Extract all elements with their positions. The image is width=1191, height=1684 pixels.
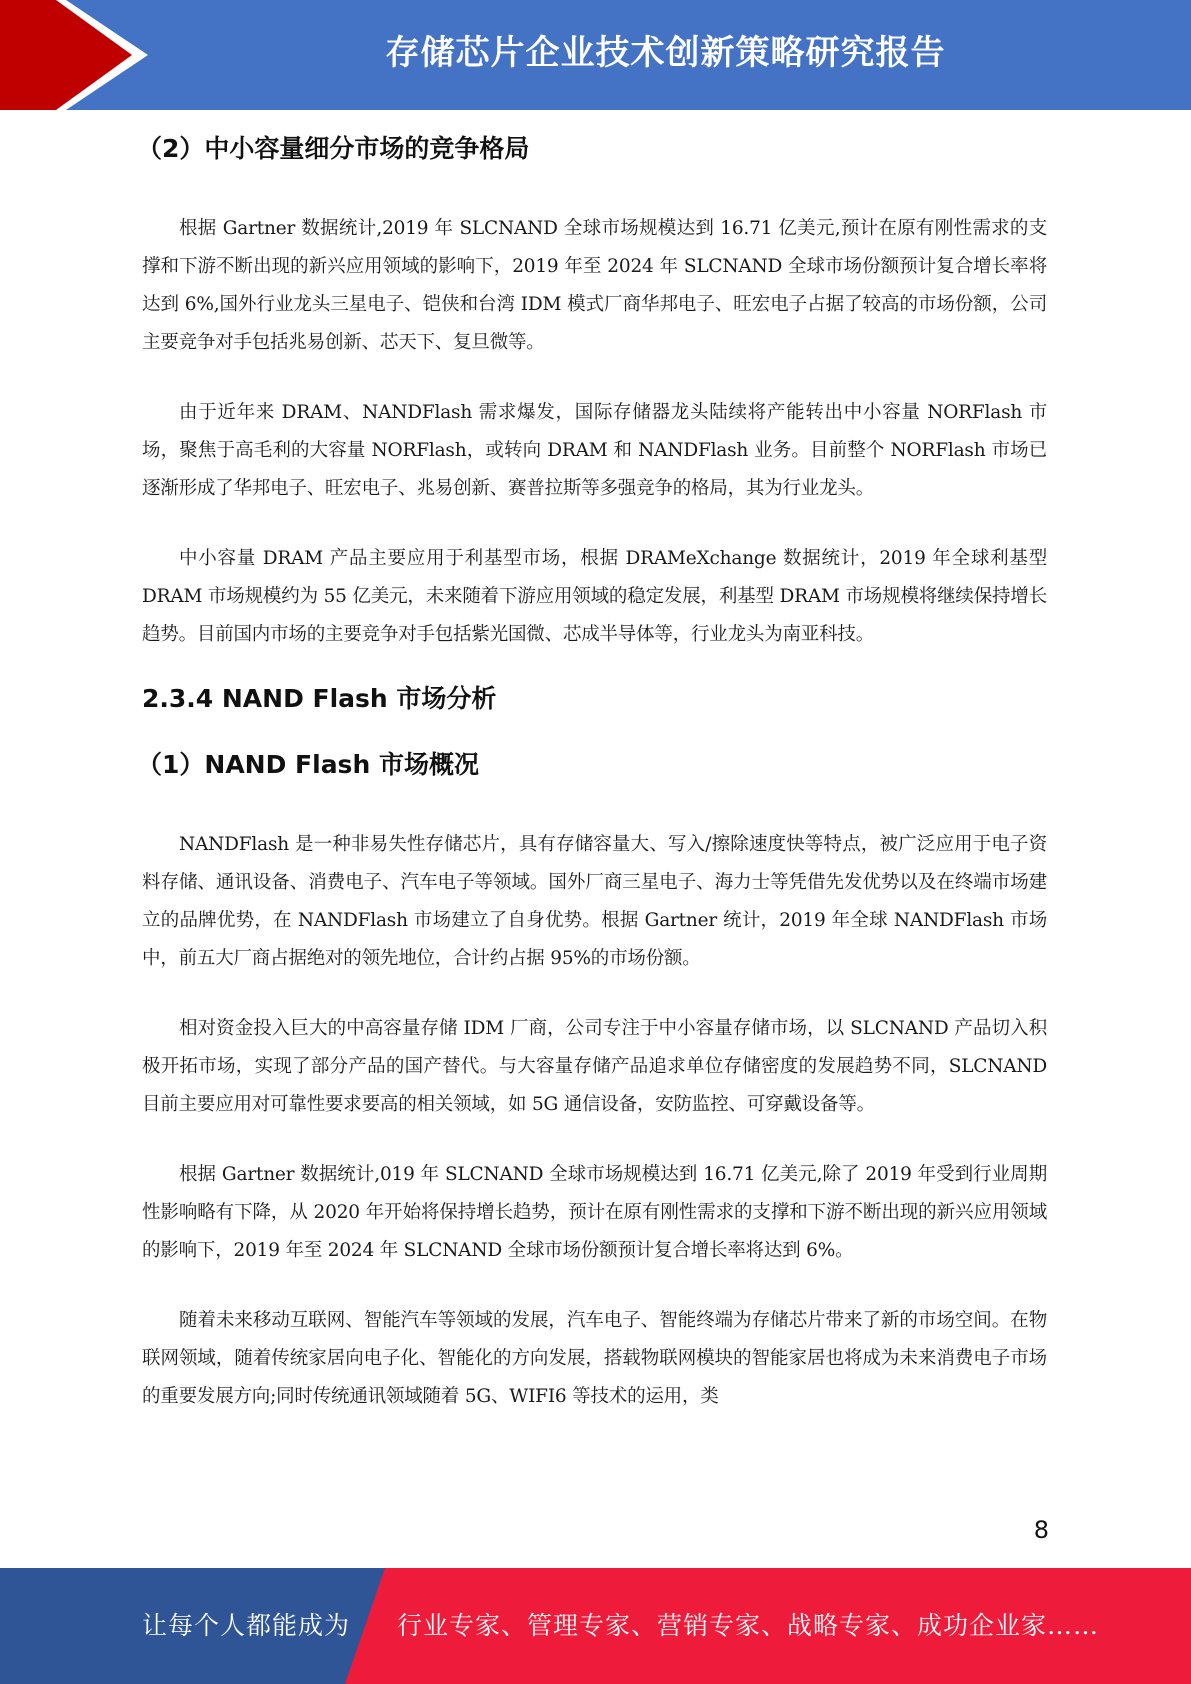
page-number: 8 [1033, 1516, 1049, 1544]
document-body [137, 126, 1047, 1416]
subsection-title-competition: （2）中小容量细分市场的竞争格局 [137, 134, 530, 163]
paragraph: 随着未来移动互联网、智能汽车等领域的发展，汽车电子、智能终端为存储芯片带来了新的市场空间。在物联网领域，随着传统家居向电子化、智能化的方向发展，搭载物联网模块的智能家居也将成为未来消费电子市场的重要发展方向;同时传统通讯领域随着 5G、WIFI6 等技术的运用，类 [142, 1310, 1047, 1407]
paragraph: NANDFlash 是一种非易失性存储芯片，具有存储容量大、写入/擦除速度快等特点，被广泛应用于电子资料存储、通讯设备、消费电子、汽车电子等领域。国外厂商三星电子、海力士等凭借先发优势以及在终端市场建立的品牌优势，在 NANDFlash 市场建立了自身优势。根据 Gartner 统计，2019 年全球 NANDFlash 市场中，前五大厂商占据绝对的领先地位，合计约占据 95%的市场份额。 [142, 834, 1047, 969]
page-header [0, 0, 1191, 110]
header-title: 存储芯片企业技术创新策略研究报告 [385, 33, 946, 73]
footer-slogan-right: 行业专家、管理专家、营销专家、战略专家、成功企业家…… [397, 1611, 1100, 1640]
paragraph: 根据 Gartner 数据统计,019 年 SLCNAND 全球市场规模达到 16.71 亿美元,除了 2019 年受到行业周期性影响略有下降，从 2020 年开始将保持增长趋势，预计在原有刚性需求的支撑和下游不断出现的新兴应用领域的影响下，2019 年至 2024 年 SLCNAND 全球市场份额预计复合增长率将达到 6%。 [142, 1164, 1047, 1261]
page-footer [0, 1568, 1191, 1684]
header-arrow-icon [0, 0, 160, 110]
paragraph: 中小容量 DRAM 产品主要应用于利基型市场，根据 DRAMeXchange 数据统计，2019 年全球利基型 DRAM 市场规模约为 55 亿美元，未来随着下游应用领域的稳定发展，利基型 DRAM 市场规模将继续保持增长趋势。目前国内市场的主要竞争对手包括紫光国微、芯成半导体等，行业龙头为南亚科技。 [142, 548, 1047, 645]
paragraph: 由于近年来 DRAM、NANDFlash 需求爆发，国际存储器龙头陆续将产能转出中小容量 NORFlash 市场，聚焦于高毛利的大容量 NORFlash，或转向 DRAM 和 NANDFlash 业务。目前整个 NORFlash 市场已逐渐形成了华邦电子、旺宏电子、兆易创新、赛普拉斯等多强竞争的格局，其为行业龙头。 [142, 402, 1047, 499]
subsection-title-nand-overview: （1）NAND Flash 市场概况 [137, 750, 479, 779]
paragraph: 根据 Gartner 数据统计,2019 年 SLCNAND 全球市场规模达到 16.71 亿美元,预计在原有刚性需求的支撑和下游不断出现的新兴应用领域的影响下，2019 年至 2024 年 SLCNAND 全球市场份额预计复合增长率将达到 6%,国外行业龙头三星电子、铠侠和台湾 IDM 模式厂商华邦电子、旺宏电子占据了较高的市场份额，公司主要竞争对手包括兆易创新、芯天下、复旦微等。 [142, 218, 1047, 353]
section-title-nand-market: 2.3.4 NAND Flash 市场分析 [142, 684, 497, 713]
footer-slogan-left: 让每个人都能成为 [142, 1611, 351, 1640]
paragraph: 相对资金投入巨大的中高容量存储 IDM 厂商，公司专注于中小容量存储市场，以 SLCNAND 产品切入积极开拓市场，实现了部分产品的国产替代。与大容量存储产品追求单位存储密度的发展趋势不同，SLCNAND 目前主要应用对可靠性要求要高的相关领域，如 5G 通信设备，安防监控、可穿戴设备等。 [142, 1018, 1047, 1115]
